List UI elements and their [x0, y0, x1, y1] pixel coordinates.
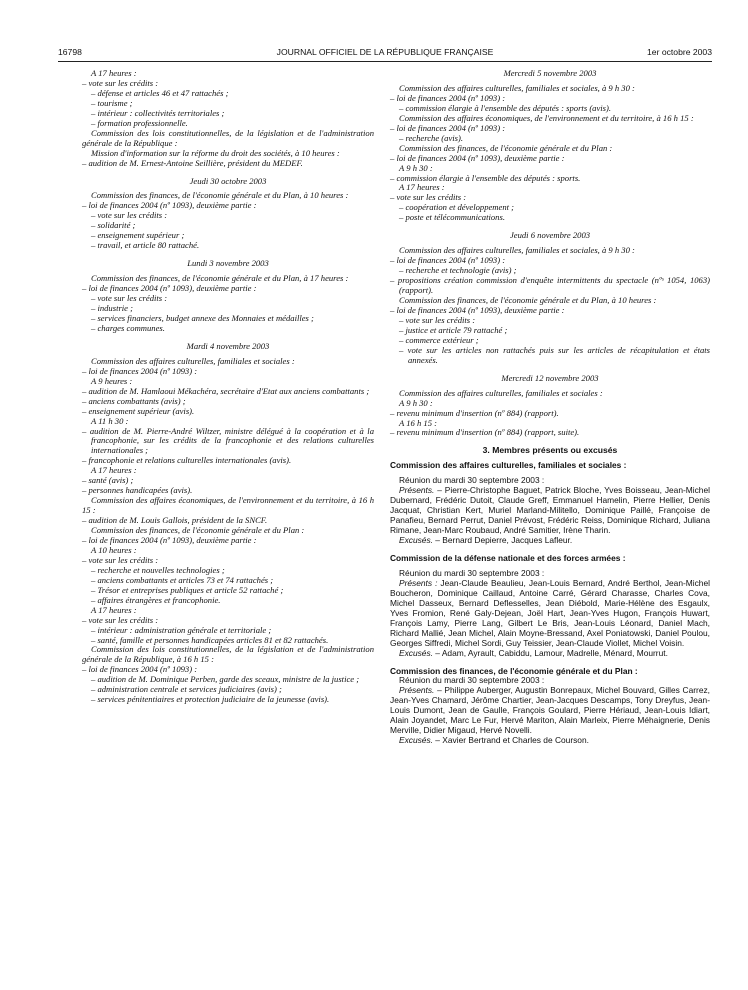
agenda-item: – loi de finances 2004 (nº 1093) : [390, 92, 506, 103]
agenda-item: – loi de finances 2004 (nº 1093), deuxième partie : [82, 200, 257, 211]
commission-name: Commission des affaires culturelles, familiales et sociales : [390, 460, 627, 471]
commission-name: Commission des finances, de l'économie générale et du Plan : [390, 665, 638, 676]
attendance-excused [390, 536, 710, 546]
present-list: Jean-Claude Beaulieu, Jean-Louis Bernard, André Berthol, Jean-Michel Boucheron, Dominique Caillaud, Antoine Carré, Gérard Charasse, Charles Cova, Michel Dasseux, Bernard Deflesselles, Jean Diébold, Marie-Hélène des Esgaulx, Yves Fromion, René Galy-Dejean, Joël Hart, Jean-Yves Hugon, François Huwart, François Lamy, Pierre Lang, Gilbert Le Bris, Jean-Louis Léonard, Daniel Mach, Richard Mallié, Jean Michel, Alain Moyne-Bressand, Axel Poniatowski, Daniel Poulou, Georges Siffredi, Michel Sordi, Guy Teissier, Jean-Claude Viollet, Michel Voisin. [390, 577, 710, 648]
time-line: A 17 heures : [91, 465, 137, 476]
commission-heading: Commission des finances, de l'économie générale et du Plan : [91, 525, 305, 536]
commission-heading: Commission des affaires culturelles, familiales et sociales : [91, 355, 295, 366]
left-column [82, 69, 374, 705]
agenda-item: – loi de finances 2004 (nº 1093) : [82, 365, 198, 376]
agenda-subitem: – Trésor et entreprises publiques et article 52 rattaché ; [91, 584, 284, 595]
agenda-subitem: – commission élargie à l'ensemble des députés : sports (avis). [399, 102, 612, 113]
attendance-present [390, 579, 710, 649]
agenda-subitem: – vote sur les crédits : [91, 293, 168, 304]
agenda-item: – audition de M. Pierre-André Wiltzer, ministre délégué à la coopération et à la francophonie, sur les crédits de la francophonie et des relations culturelles internationales ; [82, 425, 374, 456]
date-heading: Lundi 3 novembre 2003 [187, 258, 269, 269]
commission-heading: Commission des finances, de l'économie générale et du Plan, à 10 heures : [399, 295, 657, 306]
time-line: A 9 heures : [91, 375, 133, 386]
time-line: A 17 heures : [399, 182, 445, 193]
commission-name: Commission de la défense nationale et des forces armées : [390, 552, 626, 563]
agenda-subitem: – tourisme ; [91, 97, 133, 108]
agenda-item: – loi de finances 2004 (nº 1093) : [390, 122, 506, 133]
agenda-subitem: – justice et article 79 rattaché ; [399, 324, 508, 335]
time-line: A 10 heures : [91, 544, 137, 555]
present-label: Présents. [399, 485, 435, 496]
agenda-item: – loi de finances 2004 (nº 1093) : [390, 255, 506, 266]
agenda-item: – propositions création commission d'enquête intermittents du spectacle (nºˢ 1054, 1063) (rapport). [390, 275, 710, 296]
agenda-item: – loi de finances 2004 (nº 1093), deuxième partie : [390, 152, 565, 163]
attendance-present [390, 486, 710, 536]
agenda-item: – audition de M. Ernest-Antoine Seillière, président du MEDEF. [82, 157, 303, 168]
agenda-item: – revenu minimum d'insertion (nº 884) (rapport). [390, 407, 559, 418]
meeting-date: Réunion du mardi 30 septembre 2003 : [399, 567, 545, 578]
agenda-item: – audition de M. Louis Gallois, président de la SNCF. [82, 515, 268, 526]
agenda-subitem: – industrie ; [91, 303, 134, 314]
agenda-item: – loi de finances 2004 (nº 1093), deuxième partie : [82, 534, 257, 545]
attendance-present [390, 686, 710, 736]
agenda-subitem: – recherche (avis). [399, 132, 464, 143]
present-list: – Philippe Auberger, Augustin Bonrepaux, Michel Bouvard, Gilles Carrez, Jean-Yves Chamard, Jérôme Chartier, Jean-Jacques Descamps, Tony Dreyfus, Jean-Louis Dumont, Jean de Gaulle, François Goulard, Pierre Hériaud, Jean-Louis Idiart, Alain Joyandet, Marc Le Fur, Hervé Mariton, Alain Marleix, Pierre Méhaignerie, Denis Merville, Didier Migaud, Hervé Novelli. [390, 685, 710, 736]
agenda-item: – loi de finances 2004 (nº 1093), deuxième partie : [82, 283, 257, 294]
excused-list: – Bernard Depierre, Jacques Lafleur. [432, 535, 573, 546]
commission-heading: Commission des affaires économiques, de l'environnement et du territoire, à 16 h 15 : [82, 495, 374, 516]
attendance-excused [390, 736, 710, 746]
date-heading: Mardi 4 novembre 2003 [186, 340, 270, 351]
agenda-subitem: – services financiers, budget annexe des Monnaies et médailles ; [91, 312, 314, 323]
agenda-subitem: – travail, et article 80 rattaché. [91, 240, 200, 251]
agenda-subitem: – vote sur les articles non rattachés puis sur les articles de récapitulation et états annexés. [399, 344, 710, 365]
agenda-item: – loi de finances 2004 (nº 1093) : [82, 664, 198, 675]
agenda-item: – enseignement supérieur (avis). [82, 405, 195, 416]
attendance-excused [390, 649, 710, 659]
agenda-subitem: – administration centrale et services judiciaires (avis) ; [91, 684, 282, 695]
agenda-subitem: – anciens combattants et articles 73 et 74 rattachés ; [91, 574, 274, 585]
present-label: Présents : [399, 577, 438, 588]
date-heading: Mercredi 5 novembre 2003 [503, 68, 597, 78]
page-number: 16798 [58, 47, 82, 57]
commission-heading: Commission des affaires culturelles, familiales et sociales, à 9 h 30 : [399, 82, 635, 93]
agenda-subitem: – charges communes. [91, 322, 165, 333]
agenda-item: – audition de M. Hamlaoui Mékachéra, secrétaire d'Etat aux anciens combattants ; [82, 385, 370, 396]
time-line: A 11 h 30 : [91, 415, 129, 426]
agenda-subitem: – services pénitentiaires et protection judiciaire de la jeunesse (avis). [91, 694, 330, 705]
commission-heading: Mission d'information sur la réforme du droit des sociétés, à 10 heures : [91, 147, 340, 158]
agenda-subitem: – recherche et nouvelles technologies ; [91, 564, 225, 575]
agenda-subitem: – santé, famille et personnes handicapées articles 81 et 82 rattachés. [91, 634, 329, 645]
agenda-subitem: – poste et télécommunications. [399, 212, 505, 223]
agenda-subitem: – solidarité ; [91, 220, 136, 231]
commission-heading: Commission des finances, de l'économie générale et du Plan, à 10 heures : [91, 190, 349, 201]
commission-heading: Commission des affaires culturelles, familiales et sociales : [399, 387, 603, 398]
time-line: A 9 h 30 : [399, 397, 433, 408]
agenda-subitem: – vote sur les crédits : [91, 210, 168, 221]
header-rule [58, 61, 712, 62]
issue-date: 1er octobre 2003 [647, 47, 712, 57]
page-header [58, 47, 712, 61]
commission-heading: Commission des affaires culturelles, familiales et sociales, à 9 h 30 : [399, 245, 635, 256]
agenda-subitem: – recherche et technologie (avis) ; [399, 265, 517, 276]
agenda-subitem: – enseignement supérieur ; [91, 230, 185, 241]
meeting-date: Réunion du mardi 30 septembre 2003 : [399, 475, 545, 486]
time-line: A 9 h 30 : [399, 162, 433, 173]
date-heading: Jeudi 6 novembre 2003 [509, 230, 591, 241]
agenda-item: – vote sur les crédits : [82, 554, 159, 565]
time-line: A 17 heures : [91, 604, 137, 615]
agenda-item: – santé (avis) ; [82, 475, 134, 486]
agenda-item: – loi de finances 2004 (nº 1093), deuxième partie : [390, 304, 565, 315]
date-heading: Jeudi 30 octobre 2003 [189, 175, 267, 186]
excused-label: Excusés. [399, 735, 433, 746]
agenda-item: – francophonie et relations culturelles internationales (avis). [82, 455, 292, 466]
agenda-item: – commission élargie à l'ensemble des députés : sports. [390, 172, 581, 183]
agenda-item: – personnes handicapées (avis). [82, 485, 193, 496]
agenda-item: – vote sur les crédits : [82, 614, 159, 625]
commission-heading: Commission des lois constitutionnelles, de la législation et de l'administration générale de la République : [82, 127, 374, 148]
time-line: A 16 h 15 : [399, 417, 438, 428]
excused-label: Excusés. [399, 647, 433, 658]
time-line: A 17 heures : [91, 68, 137, 78]
excused-list: – Adam, Ayrault, Cabiddu, Lamour, Madrelle, Ménard, Mourrut. [432, 647, 668, 658]
agenda-subitem: – affaires étrangères et francophonie. [91, 594, 221, 605]
journal-title: JOURNAL OFFICIEL DE LA RÉPUBLIQUE FRANÇAISE [276, 47, 494, 57]
agenda-subitem: – coopération et développement ; [399, 202, 515, 213]
agenda-subitem: – formation professionnelle. [91, 117, 188, 128]
agenda-item: – anciens combattants (avis) ; [82, 395, 186, 406]
section-heading: 3. Membres présents ou excusés [482, 445, 618, 456]
agenda-subitem: – audition de M. Dominique Perben, garde des sceaux, ministre de la justice ; [91, 674, 360, 685]
meeting-date: Réunion du mardi 30 septembre 2003 : [399, 675, 545, 686]
right-column [390, 69, 710, 746]
agenda-item: – vote sur les crédits : [82, 77, 159, 88]
present-label: Présents. [399, 685, 435, 696]
date-heading: Mercredi 12 novembre 2003 [501, 372, 599, 383]
agenda-item: – revenu minimum d'insertion (nº 884) (rapport, suite). [390, 427, 580, 438]
commission-heading: Commission des finances, de l'économie générale et du Plan : [399, 142, 613, 153]
agenda-subitem: – intérieur : administration générale et territoriale ; [91, 624, 272, 635]
excused-list: – Xavier Bertrand et Charles de Courson. [432, 735, 589, 746]
commission-heading: Commission des lois constitutionnelles, de la législation et de l'administration générale de la République, à 16 h 15 : [82, 644, 374, 665]
agenda-subitem: – commerce extérieur ; [399, 334, 479, 345]
excused-label: Excusés. [399, 535, 433, 546]
commission-heading: Commission des finances, de l'économie générale et du Plan, à 17 heures : [91, 273, 349, 284]
agenda-item: – vote sur les crédits : [390, 192, 467, 203]
present-list: – Pierre-Christophe Baguet, Patrick Bloche, Yves Boisseau, Jean-Michel Dubernard, Frédéric Dutoit, Claude Greff, Emmanuel Hamelin, Pierre Hellier, Denis Jacquat, Christian Kert, Muriel Marland-Militello, Dominique Paillé, Françoise de Panafieu, Bernard Perrut, Daniel Prévost, Frédéric Reiss, Dominique Richard, Juliana Rimane, Jean-Marc Roubaud, André Samitier, Irène Tharin. [390, 485, 710, 536]
agenda-subitem: – vote sur les crédits : [399, 314, 476, 325]
agenda-subitem: – intérieur : collectivités territoriales ; [91, 107, 225, 118]
commission-heading: Commission des affaires économiques, de l'environnement et du territoire, à 16 h 15 : [399, 112, 694, 123]
agenda-subitem: – défense et articles 46 et 47 rattachés ; [91, 87, 229, 98]
